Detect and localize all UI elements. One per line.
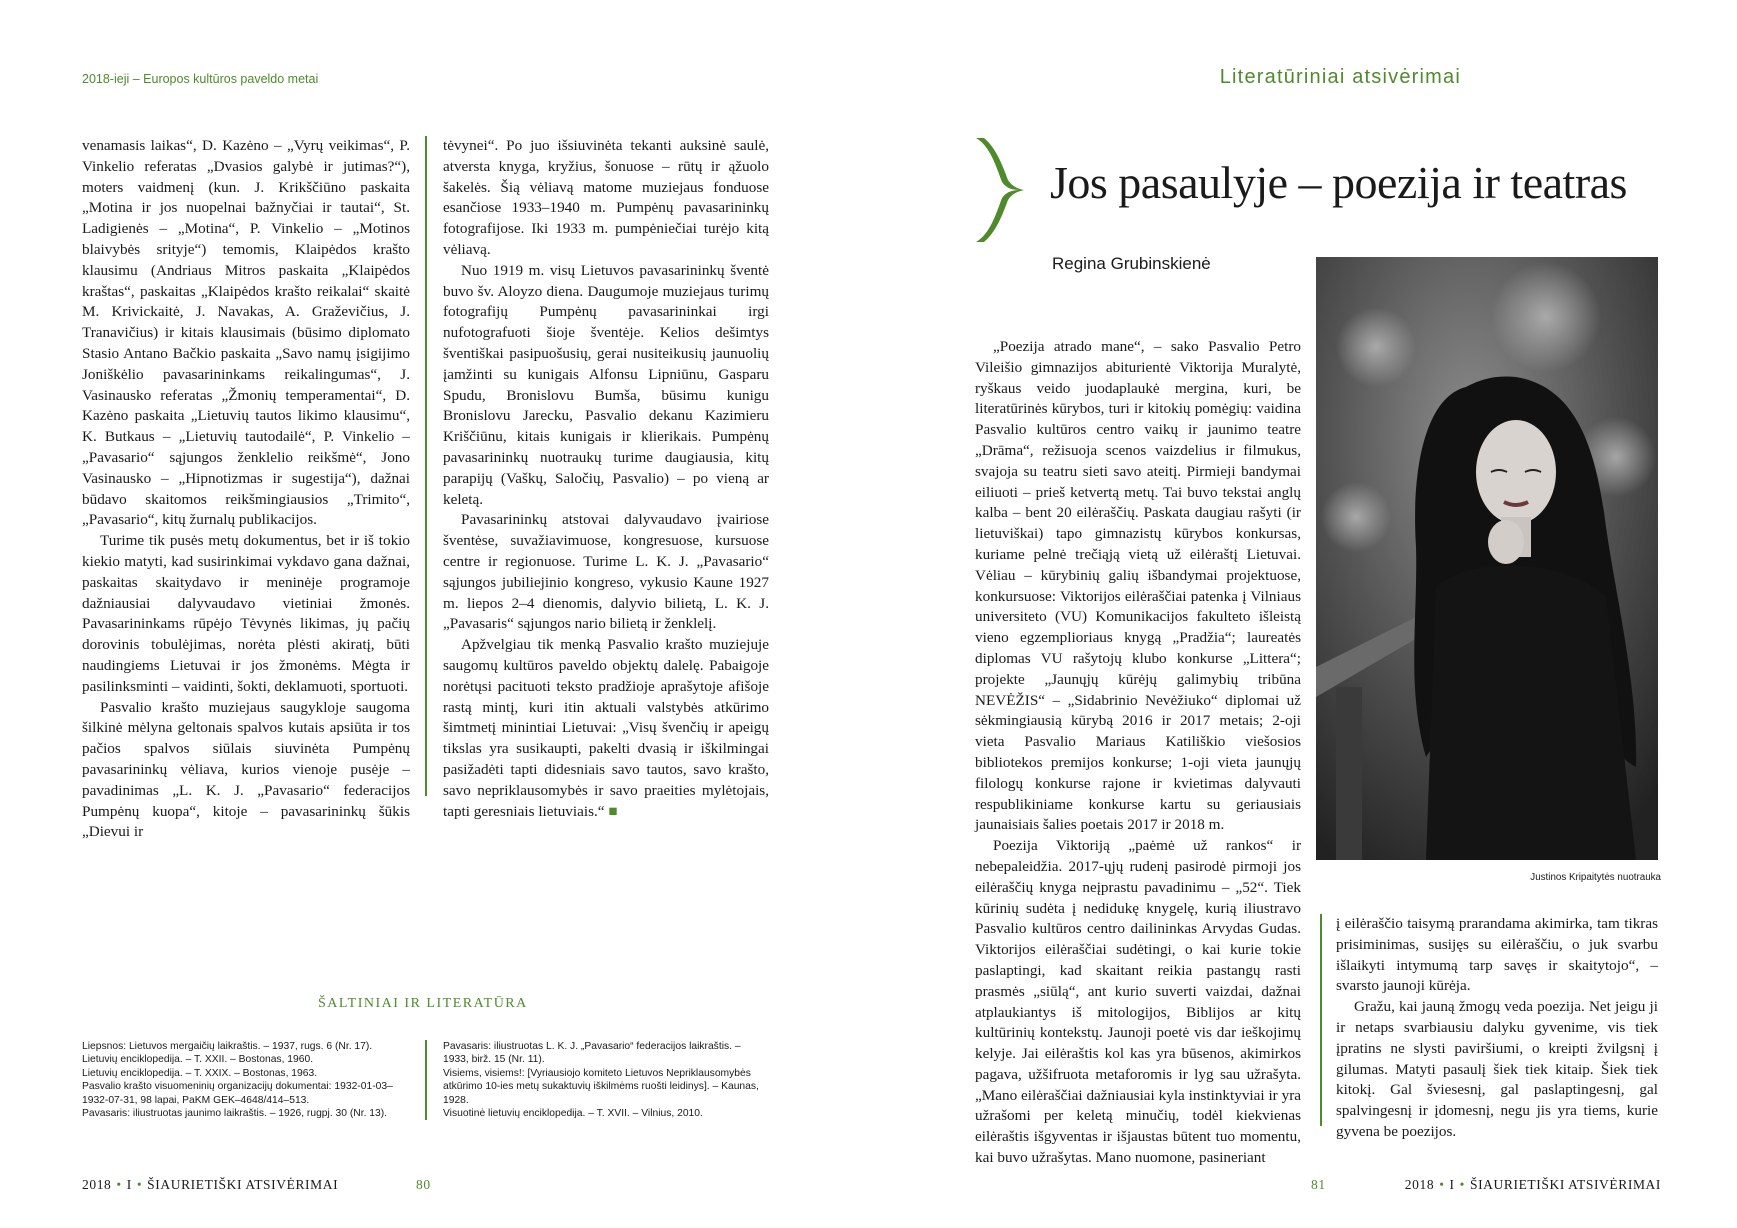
reference-item: Lietuvių enciklopedija. – T. XXIX. – Bostonas, 1963. [82, 1067, 318, 1079]
footer-issue: I [1449, 1177, 1455, 1192]
right-column-side [1336, 914, 1658, 1143]
running-header-left: 2018-ieji – Europos kultūros paveldo metai [82, 72, 319, 86]
paragraph-last [443, 635, 769, 822]
footer-issue: I [126, 1177, 132, 1192]
column-divider [1320, 914, 1322, 1126]
left-column-1 [82, 136, 410, 843]
reference-item: Lietuvių enciklopedija. – T. XXII. – Bostonas, 1960. [82, 1054, 314, 1066]
footer-journal: ŠIAURIETIŠKI ATSIVĖRIMAI [147, 1177, 339, 1192]
footer-year: 2018 [82, 1177, 112, 1192]
paragraph-text: Apžvelgiau tik menką Pasvalio krašto muziejuje saugomų kultūros paveldo objektų dalelę. Pabaigoje norėtųsi pacituoti teksto pradžioje aprašytoje afišoje rastą mintį, kuri itin aktuali valstybės atkūrimo šimtmetį minintiai Lietuvai: „Visų švenčių ir apeigų tikslas yra susikaupti, pakelti dvasią ir iškilmingai pasižadėti tapti didesniais savo tautos, savo krašto, savo nepriklausomybės ir savo praeities mylėtojais, tapti geresniais lietuviais.“ [443, 636, 769, 820]
references-right [443, 1040, 769, 1120]
paragraph: „Poezija atrado mane“, – sako Pasvalio Petro Vileišio gimnazijos abiturientė Viktorija Muralytė, ryškaus veido juodaplaukė mergina, kuri, be literatūrinės kūrybos, turi ir kitokių pomėgių: vaidina Pasvalio kultūros centro vaikų ir jaunimo teatre „Drāma“, režisuoja scenos vaizdelius ir filmukus, svajoja su teatru sieti savo ateitį. Pirmieji bandymai eiliuoti – prieš ketvertą metų. Tai buvo tekstai anglų kalba – bent 20 eilėraščių. Paskata daugiau rašyti (ir lietuviškai) tapo gimnazistų kūrybos konkursas, kuriame pelnė trečiąją vietą už eilėraštį Lietuvai. Vėliau – kūrybinių galių išbandymai projektuose, konkursuose: Viktorijos eilėraščiai patenka į Vilniaus universiteto (VU) Komunikacijos fakulteto išleistą vieno egzemplioriaus knygą „Pradžia“; laureatės diplomas VU rašytojų klubo konkurse „Littera“; projekte „Jaunųjų kūrėjų galimybių tribūna NEVĖŽIS“ – „Sidabrinio Nevėžiuko“ diplomai už sėkmingiausią kūrybą 2016 ir 2017 metais; 2-oji vieta Pasvalio Mariaus Katiliškio viešosios bibliotekos premijos konkurse; 1-oji vieta jaunųjų filologų konkurse rajone ir kvietimas dalyvauti respublikiniame konkurse kartu su geriausiais jaunaisiais šalies poetais 2017 ir 2018 m. [975, 338, 1301, 834]
photo-caption: Justinos Kripaitytės nuotrauka [1530, 872, 1661, 883]
left-column-2 [443, 136, 769, 822]
reference-item: Visiems, visiems!: [Vyriausiojo komiteto Lietuvos Nepriklausomybės atkūrimo 10-ies metų sukaktuvių iškilmėms ruošti leidinys]. – Kaunas, 1928. [443, 1067, 759, 1106]
reference-item: Pasvalio krašto visuomeninių organizacijų dokumentai: 1932-01-03–1932-07-31, 98 lapai, PaKM GEK–4648/414–513. [82, 1081, 393, 1106]
references-left [82, 1040, 410, 1120]
photo-portrait [1316, 257, 1658, 860]
paragraph: Nuo 1919 m. visų Lietuvos pavasarininkų šventė buvo šv. Aloyzo diena. Daugumoje muziejaus turimų fotografijų Pumpėnų pavasarininkai irgi nufotografuoti šioje šventėje. Kelios dešimtys šventiškai pasipuošusių, gerai nusiteikusių jaunuolių įamžinti su kunigais Alfonsu Lipniūnu, Gasparu Spudu, Bronislovu Bumša, būsimu kunigu Bronislovu Jarecku, Pasvalio dekanu Kazimieru Kriščiūnu, kitais kunigais ir klierikais. Pumpėnų pavasarininkų nuotraukų turime daugiausia, kitų parapijų (Vaškų, Saločių, Pasvalio) – po vieną ar keletą. [443, 261, 769, 508]
reference-item: Pavasaris: iliustruotas L. K. J. „Pavasario“ federacijos laikraštis. – 1933, birž. 15 (Nr. 11). [443, 1041, 741, 1066]
paragraph: Pavasarininkų atstovai dalyvaudavo įvairiose šventėse, suvažiavimuose, kongresuose, kursuose centre ir regionuose. Turime L. K. J. „Pavasario“ sąjungos jubiliejinio kongreso, vykusio Kaune 1927 m. liepos 2–4 dienomis, dalyvio bilietą, L. K. J. „Pavasaris“ sąjungos nario bilietą ir ženklelį. [443, 511, 769, 633]
page-number-right: 81 [1311, 1177, 1326, 1192]
article-author: Regina Grubinskienė [1052, 254, 1211, 273]
column-divider [425, 136, 427, 796]
running-header-right: Literatūriniai atsivėrimai [1219, 66, 1461, 88]
title-bracket-ornament [972, 136, 1024, 244]
footer-journal: ŠIAURIETIŠKI ATSIVĖRIMAI [1469, 1177, 1661, 1192]
right-column-main [975, 337, 1301, 1169]
paragraph: Turime tik pusės metų dokumentus, bet ir iš tokio kiekio matyti, kad susirinkimai vykdavo gana dažnai, paskaitas skaitydavo ir meninėje programoje dažniausiai dalyvaudavo vietiniai žmonės. Pavasarininkams rūpėjo Tėvynės likimas, jų pačių dorovinis tobulėjimas, norėta plėsti akiratį, būti naudingiems Lietuvai ir jos žmonėms. Mėgta ir pasilinksminti – vaidinti, šokti, deklamuoti, sportuoti. [82, 532, 410, 695]
sources-title: ŠALTINIAI IR LITERATŪRA [318, 996, 528, 1011]
paragraph: Pasvalio krašto muziejaus saugykloje saugoma šilkinė mėlyna geltonais spalvos kutais apsiūta ir tos pačios spalvos siūlais siuvinėta Pumpėnų pavasarininkų vėliava, kurios vienoje pusėje – pavadinimas „L. K. J. „Pavasario“ federacijos Pumpėnų kuopa“, kitoje – pavasarininkų šūkis „Dievui ir [82, 698, 410, 841]
end-square-mark: ■ [608, 802, 618, 820]
footer-left: 2018 • I • ŠIAURIETIŠKI ATSIVĖRIMAI [82, 1177, 339, 1192]
reference-item: Pavasaris: iliustruotas jaunimo laikraštis. – 1926, rugpj. 30 (Nr. 13). [82, 1108, 388, 1120]
paragraph: venamasis laikas“, D. Kazėno – „Vyrų veikimas“, P. Vinkelio referatas „Dvasios galybė ir jutimas?“), moters vaidmenį (kun. J. Krikščiūno paskaita „Motina ir jos nuopelnai bažnyčiai ir tautai“, St. Ladigienės – „Motina“, P. Vinkelio – „Motinos blaivybės srityje“) temomis, Klaipėdos krašto klausimu (Andriaus Mitros paskaita „Klaipėdos kraštas“, paskaitas „Klaipėdos krašto reikalai“ skaitė M. Krivickaitė, J. Navakas, A. Graževičius, J. Tranavičius) ir kitais klausimais (būsimo diplomato Stasio Antano Bačkio paskaita „Savo namų įsigijimo Joniškėlio pavasarininkams reikalingumas“, J. Vasinausko referatas „Žmonių temperamentai“, D. Kazėno paskaita „Lietuvių tautos likimo klausimu“, K. Butkaus – „Lietuvių tautodailė“, P. Vinkelio – „Pavasario“ sąjungos ženklelio reikšmė“, Jono Vasinausko – „Hipnotizmas ir sugestija“), dažnai būdavo skaitomos reikšmingiausios „Trimito“, „Pavasario“, kitų žurnalų publikacijos. [82, 137, 410, 529]
reference-item: Liepsnos: Lietuvos mergaičių laikraštis. – 1937, rugs. 6 (Nr. 17). [82, 1041, 373, 1052]
footer-right: 2018 • I • ŠIAURIETIŠKI ATSIVĖRIMAI [1404, 1177, 1661, 1192]
paragraph: į eilėraščio taisymą prarandama akimirka, tam tikras prisiminimas, susijęs su eilėraščiu, o juk svarbu išlaikyti intymumą tarp savęs ir skaitytojo“, – svarsto jaunoji kūrėja. [1336, 915, 1658, 995]
article-title: Jos pasaulyje – poezija ir teatras [1050, 157, 1627, 208]
paragraph: Poezija Viktoriją „paėmė už rankos“ ir nebepaleidžia. 2017-ųjų rudenį pasirodė pirmoji jos eilėraščių knyga neįprastu pavadinimu – „52“. Tiek kūrinių sudėta į nedidukę knygelę, kurią iliustravo Pasvalio kultūros centro dailininkas Arvydas Gudas. Viktorijos eilėraščiai sudėtingi, o kai kurie tokie paslaptingi, kad skaitant reikia pastangų rasti prasmės „siūlą“, ant kurio suverti vaizdai, dažnai atplaukiantys iš mitologijos, Biblijos ar kitų kultūrinių kontekstų. Jaunoji poetė vis dar ieškojimų kelyje. Jai eilėraštis kol kas yra būsenos, akimirkos pagava, užšifruota metaforomis ir lyg sau užrašyta. „Mano eilėraščiai dažniausiai kyla instinktyviai ir yra užrašomi per keletą minučių, todėl kiekvienas eilėraštis išgyventas ir išjaustas būtent tuo momentu, kai buvo užrašytas. Mano nuomone, pasineriant [975, 837, 1301, 1167]
paragraph: Gražu, kai jauną žmogų veda poezija. Net jeigu ji ir netaps svarbiausiu dalyku gyvenime, vis tiek įpratins ne slysti paviršiumi, o kreipti žvilgsnį į gilumas. Matyti pasaulį šiek tiek kitaip. Šiek tiek kitokį. Gal šviesesnį, gal paslaptingesnį, gal spalvingesnį ir įdomesnį, negu jis yra tiems, kurie gyvena be poezijos. [1336, 998, 1658, 1140]
references-divider [425, 1040, 427, 1120]
reference-item: Visuotinė lietuvių enciklopedija. – T. XVII. – Vilnius, 2010. [443, 1108, 703, 1120]
page-number-left: 80 [416, 1177, 431, 1192]
paragraph: tėvynei“. Po juo išsiuvinėta tekanti auksinė saulė, atversta knyga, kryžius, šonuose – rūtų ir ąžuolo šakelės. Šią vėliavą matome muziejaus fonduose esančiose 1933–1940 m. Pumpėnų pavasarininkų fotografijose. Iki 1933 m. pumpėniečiai turėjo kitą vėliavą. [443, 137, 769, 258]
footer-year: 2018 [1404, 1177, 1435, 1192]
